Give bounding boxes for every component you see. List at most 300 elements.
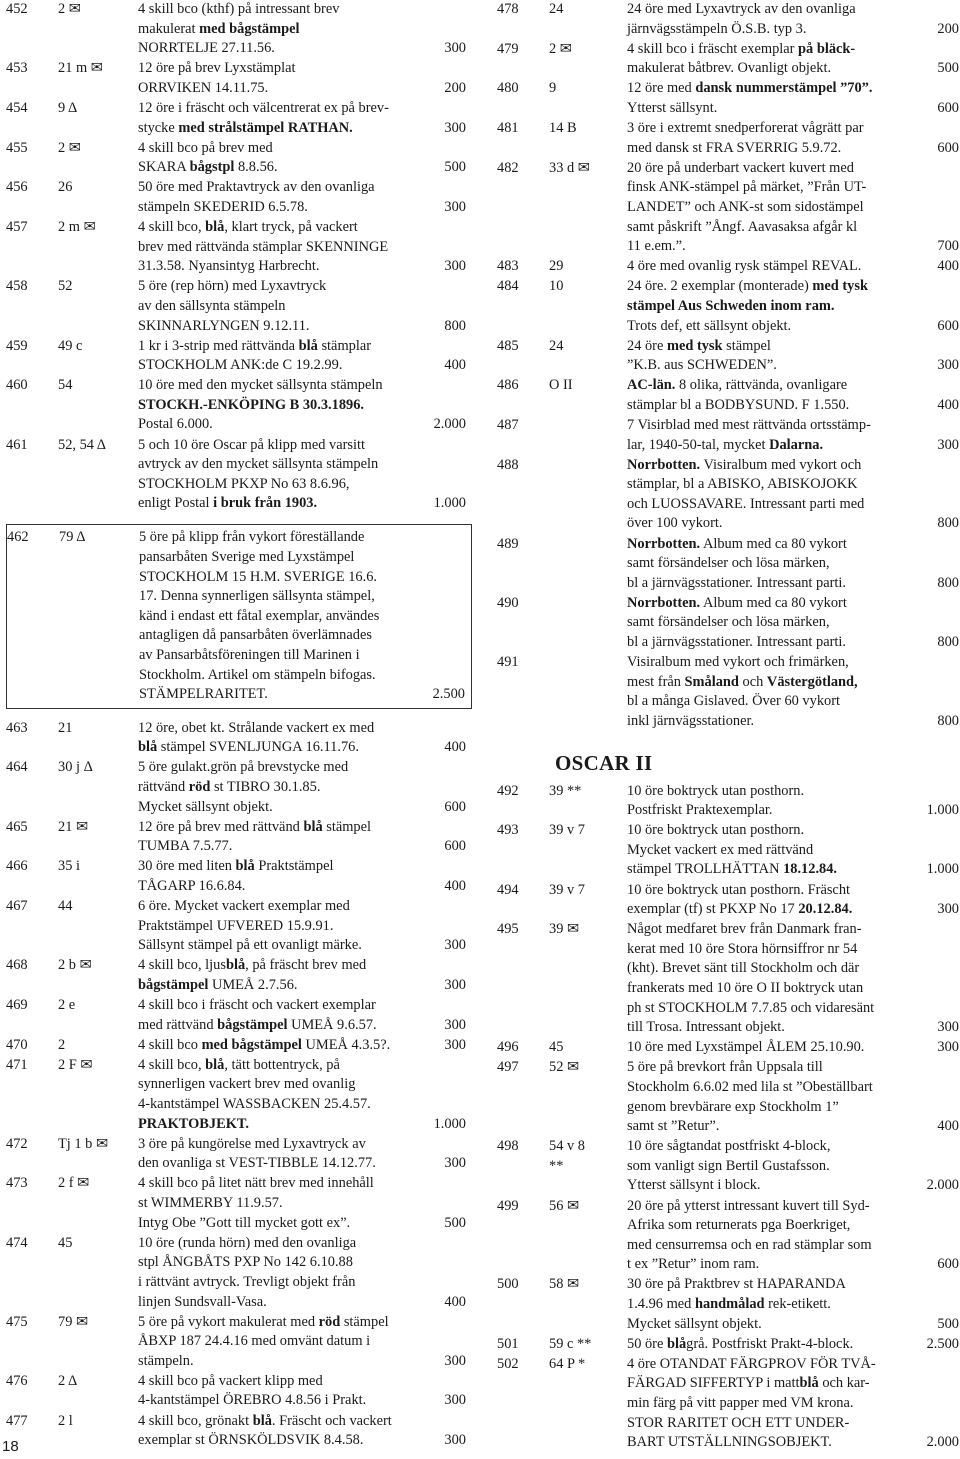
lot-description-line: 30 öre på Praktbrev st HAPARANDA (627, 1276, 846, 1293)
lot-row-464 (6, 758, 472, 817)
lot-description-line: 12 öre i fräscht och välcentrerat ex på brev- (138, 99, 389, 116)
lot-catalogue-text: 21 (58, 719, 73, 736)
lot-description-line: STOCKHOLM PKXP No 63 8.6.96, (138, 475, 350, 492)
lot-description-line: 24 öre med Lyxavtryck av den ovanliga (627, 1, 856, 17)
lot-row-469 (6, 996, 472, 1035)
lot-catalogue-number (549, 653, 627, 731)
lot-description-line: ÅBXP 187 24.4.16 med omvänt datum i (138, 1333, 371, 1350)
lot-price: 600 (937, 139, 959, 156)
lot-description-line: exemplar (tf) st PKXP No 17 20.12.84. (627, 901, 853, 918)
lot-description-line: 10 öre med Lyxstämpel ÅLEM 25.10.90. (627, 1039, 865, 1056)
lot-description-line: st WIMMERBY 11.9.57. (138, 1195, 283, 1212)
lot-description-line: STOCKHOLM ANK:de C 19.2.99. (138, 357, 343, 374)
lot-description (627, 1197, 959, 1275)
lot-description-line: SKARA bågstpl 8.8.56. (138, 159, 278, 176)
lot-description-line: PRAKTOBJEKT. (138, 1115, 250, 1132)
lot-catalogue-number (549, 159, 627, 257)
lot-catalogue-text: 26 (58, 179, 73, 196)
lot-description-line: 50 öre blågrå. Postfriskt Prakt-4-block. (627, 1335, 854, 1352)
lot-description-line: 24 öre. 2 exemplar (monterade) med tysk (627, 278, 868, 295)
lot-row-474 (6, 1234, 472, 1312)
lot-number: 498 (497, 1138, 519, 1155)
lot-row-456 (6, 178, 472, 217)
lot-description (627, 535, 959, 594)
lot-catalogue-text: 2 Δ (58, 1372, 78, 1389)
lot-row-476 (6, 1372, 472, 1411)
lot-description-line: Praktstämpel UFVERED 15.9.91. (138, 917, 334, 934)
lot-catalogue-number (58, 818, 138, 857)
lot-description-line: 4 skill bco, ljusblå, på fräscht brev med (138, 957, 367, 974)
lot-description-line: genom brevbärare exp Stockholm 1” (627, 1098, 839, 1115)
lot-catalogue-text: 58 ✉ (549, 1276, 580, 1293)
lot-description-line: Postfriskt Praktexemplar. (627, 802, 773, 819)
lot-price: 300 (444, 119, 466, 136)
lot-description (138, 139, 472, 178)
lot-catalogue-number (549, 535, 627, 594)
lot-description-line: ”K.B. aus SCHWEDEN”. (627, 357, 777, 374)
lot-number: 495 (497, 921, 519, 938)
lot-price: 300 (937, 1039, 959, 1056)
lot-description-line: Norrbotten. Album med ca 80 vykort (627, 594, 847, 611)
lot-catalogue-number (549, 416, 627, 455)
lot-number: 459 (6, 337, 28, 354)
lot-description (627, 0, 959, 39)
lot-number: 488 (497, 456, 519, 473)
lot-row-470 (6, 1036, 472, 1056)
lot-catalogue-number (58, 436, 138, 514)
lot-description-line: 1 kr i 3-strip med rättvända blå stämplar (138, 337, 372, 354)
lot-catalogue-number (549, 1355, 627, 1453)
lot-number: 500 (497, 1276, 519, 1293)
lot-description (138, 1056, 472, 1134)
lot-catalogue-text: 2 l (58, 1412, 73, 1429)
lot-price: 2.500 (432, 686, 465, 703)
lot-description-line: av Pansarbåtsföreningen till Marinen i (139, 647, 360, 663)
lot-price: 400 (444, 1293, 466, 1310)
lot-description-line: rättvänd röd st TIBRO 30.1.85. (138, 779, 321, 796)
lot-catalogue-text: 33 d ✉ (549, 159, 590, 176)
lot-price: 300 (937, 436, 959, 453)
lot-price: 800 (937, 634, 959, 650)
lot-number: 464 (6, 759, 28, 776)
lot-description-line: kerat med 10 öre Stora hörnsiffror nr 54 (627, 940, 858, 957)
lot-description (138, 1412, 472, 1451)
lot-number: 458 (6, 278, 28, 295)
lot-description (138, 178, 472, 217)
lot-description-line: synnerligen vackert brev med ovanlig (138, 1076, 356, 1093)
lot-description-line: 4 öre OTANDAT FÄRGPROV FÖR TVÅ- (627, 1355, 876, 1372)
lot-number: 502 (497, 1355, 519, 1372)
lot-description-line: 4 skill bco, grönakt blå. Fräscht och vackert (138, 1412, 392, 1429)
lot-description-line: 5 öre (rep hörn) med Lyxavtryck (138, 278, 327, 295)
lot-row-462 (7, 528, 471, 704)
lot-price: 300 (444, 1352, 466, 1369)
lot-description (138, 857, 472, 896)
lot-price: 1.000 (433, 495, 466, 512)
lot-row-497 (497, 1058, 959, 1136)
lot-description-line: med censurremsa och en rad stämplar som (627, 1236, 872, 1253)
right-column (497, 0, 959, 1453)
lot-description-line: bågstämpel UMEÅ 2.7.56. (138, 977, 298, 993)
lot-catalogue-number (58, 996, 138, 1035)
lot-catalogue-text: 35 i (58, 858, 80, 875)
lot-description-line: Något medfaret brev från Danmark fran- (627, 921, 862, 938)
lot-catalogue-number (549, 79, 627, 118)
lot-description (627, 1058, 959, 1136)
lot-catalogue-text: 21 m ✉ (58, 60, 103, 77)
lot-row-471 (6, 1056, 472, 1134)
lot-catalogue-number (549, 0, 627, 39)
lot-description-line: Postal 6.000. (138, 416, 213, 433)
lot-price: 2.000 (433, 416, 466, 433)
lot-price: 1.000 (433, 1115, 466, 1132)
lot-row-459 (6, 337, 472, 376)
lot-price: 500 (444, 159, 466, 176)
lot-row-483 (497, 257, 959, 277)
lot-catalogue-number (58, 59, 138, 98)
lot-catalogue-text: 24 (549, 1, 564, 17)
lot-description-line: Intyg Obe ”Gott till mycket gott ex”. (138, 1214, 351, 1231)
lot-description-line: exemplar st ÖRNSKÖLDSVIK 8.4.58. (138, 1432, 364, 1449)
lot-description-line: FÄRGAD SIFFERTYP i mattblå och kar- (627, 1375, 870, 1392)
left-column (6, 0, 472, 1451)
lot-list-right-a (497, 0, 959, 732)
lot-catalogue-text: 2 f ✉ (58, 1175, 90, 1192)
lot-catalogue-number (58, 1372, 138, 1411)
lot-catalogue-number (58, 277, 138, 336)
lot-price: 800 (444, 317, 466, 334)
lot-description (627, 376, 959, 415)
lot-description-line: Afrika som returnerats pga Boerkriget, (627, 1217, 851, 1234)
lot-list-left-a (6, 0, 472, 514)
lot-description-line: TÅGARP 16.6.84. (138, 878, 246, 895)
lot-row-458 (6, 277, 472, 336)
lot-catalogue-number (58, 1135, 138, 1174)
lot-number: 476 (6, 1372, 28, 1389)
lot-catalogue-text: 30 j Δ (58, 759, 93, 776)
lot-row-500 (497, 1275, 959, 1334)
lot-price: 300 (444, 1432, 466, 1449)
lot-description-line: SKINNARLYNGEN 9.12.11. (138, 317, 310, 334)
lot-number: 480 (497, 80, 519, 97)
lot-price: 1.000 (926, 802, 959, 819)
lot-catalogue-text: 56 ✉ (549, 1197, 580, 1214)
lot-description (138, 996, 472, 1035)
lot-description (138, 1174, 472, 1233)
lot-description-line: inkl järnvägsstationer. (627, 712, 755, 729)
lot-number: 494 (497, 881, 519, 898)
lot-description (627, 456, 959, 534)
lot-price: 400 (937, 1118, 959, 1135)
lot-catalogue-number (58, 139, 138, 178)
lot-description-line: antagligen då pansarbåten överlämnades (139, 627, 372, 644)
lot-description-line: 6 öre. Mycket vackert exemplar med (138, 898, 350, 915)
lot-row-484 (497, 277, 959, 336)
lot-description-line: LANDET” och ANK-st som sidostämpel (627, 198, 864, 215)
lot-description-line: samt påskrift ”Ångf. Aavasaksa afgår kl (627, 218, 858, 235)
lot-catalogue-number (58, 99, 138, 138)
lot-price: 2.000 (926, 1177, 959, 1194)
lot-price: 200 (444, 79, 466, 96)
lot-row-452 (6, 0, 472, 59)
lot-number: 472 (6, 1135, 28, 1152)
lot-catalogue-number (549, 1275, 627, 1334)
lot-description-line: i rättvänt avtryck. Trevligt objekt från (138, 1273, 356, 1290)
lot-price: 2.000 (926, 1434, 959, 1451)
lot-row-477 (6, 1412, 472, 1451)
lot-catalogue-text: 49 c (58, 337, 83, 354)
lot-number: 470 (6, 1036, 28, 1053)
lot-catalogue-text: 2 (58, 1036, 66, 1053)
page-number: 18 (2, 1438, 19, 1455)
lot-description-line: 4 skill bco i fräscht exemplar på bläck- (627, 40, 856, 57)
lot-price: 600 (937, 317, 959, 334)
lot-description-line: TUMBA 7.5.77. (138, 838, 233, 855)
lot-description (138, 956, 472, 995)
lot-catalogue-number (58, 337, 138, 376)
lot-description-line: mest från Småland och Västergötland, (627, 673, 858, 690)
lot-price: 200 (937, 20, 959, 37)
lot-row-490 (497, 594, 959, 653)
lot-description-line: frankerats med 10 öre O II boktryck utan (627, 980, 864, 996)
lot-row-455 (6, 139, 472, 178)
lot-catalogue-number (549, 376, 627, 415)
lot-catalogue-number (58, 1056, 138, 1134)
lot-description-line: Norrbotten. Album med ca 80 vykort (627, 535, 847, 552)
lot-description-line: känd i endast ett fåtal exemplar, användes (139, 607, 380, 624)
lot-description (627, 79, 959, 118)
lot-price: 500 (937, 1315, 959, 1332)
lot-description-line: 10 öre med den mycket sällsynta stämpeln (138, 377, 383, 394)
lot-description (139, 528, 471, 704)
lot-description-line: 4 skill bco, blå, klart tryck, på vackert (138, 219, 358, 236)
lot-description-line: samt st ”Retur”. (627, 1118, 720, 1135)
lot-number: 483 (497, 258, 519, 275)
lot-price: 300 (444, 1016, 466, 1033)
lot-catalogue-number (549, 1058, 627, 1136)
lot-row-498 (497, 1137, 959, 1196)
lot-number: 482 (497, 159, 519, 176)
lot-row-475 (6, 1313, 472, 1372)
lot-number: 484 (497, 278, 519, 295)
lot-description (627, 920, 959, 1038)
lot-description-line: med rättvänd bågstämpel UMEÅ 9.6.57. (138, 1016, 377, 1033)
lot-catalogue-number (549, 337, 627, 376)
lot-price: 300 (444, 1392, 466, 1409)
lot-description-line: 7 Visirblad med mest rättvända ortsstämp- (627, 416, 871, 433)
lot-catalogue-text: 64 P * (549, 1355, 586, 1372)
lot-description-line: blå stämpel SVENLJUNGA 16.11.76. (138, 739, 359, 756)
lot-catalogue-text: 2 m ✉ (58, 219, 96, 236)
lot-description (627, 1355, 959, 1453)
lot-description-line: 10 öre (runda hörn) med den ovanliga (138, 1234, 357, 1251)
lot-description (138, 897, 472, 956)
lot-price: 600 (444, 798, 466, 815)
lot-description-line: Stockholm 6.6.02 med lila st ”Obeställbart (627, 1078, 873, 1095)
lot-number: 457 (6, 219, 28, 236)
lot-catalogue-number (549, 456, 627, 534)
lot-description (627, 337, 959, 376)
lot-price: 700 (937, 238, 959, 255)
lot-catalogue-text: 39 ✉ (549, 921, 580, 938)
lot-catalogue-text: 2 ✉ (549, 40, 572, 57)
lot-description-line: 4 skill bco med bågstämpel UMEÅ 4.3.5?. (138, 1036, 391, 1053)
lot-catalogue-text: 2 ✉ (58, 1, 81, 17)
lot-description (627, 159, 959, 257)
lot-description-line: 12 öre med dansk nummerstämpel ”70”. (627, 80, 873, 97)
section-heading-oscar-ii: OSCAR II (555, 750, 653, 775)
lot-number: 452 (6, 1, 28, 17)
lot-catalogue-text: 9 Δ (58, 99, 78, 116)
lot-number: 493 (497, 822, 519, 839)
lot-description (138, 337, 472, 376)
lot-description (138, 277, 472, 336)
lot-description-line: 20 öre på underbart vackert kuvert med (627, 159, 854, 176)
lot-number: 489 (497, 535, 519, 552)
lot-number: 454 (6, 99, 28, 116)
lot-number: 467 (6, 898, 28, 915)
lot-catalogue-text: 39 v 7 (549, 822, 585, 839)
lot-description (627, 1335, 959, 1355)
lot-price: 300 (937, 901, 959, 918)
lot-number: 478 (497, 1, 519, 17)
lot-description-line: järnvägsstämpeln Ö.S.B. typ 3. (627, 20, 807, 37)
lot-price: 400 (937, 396, 959, 413)
lot-description-line: finsk ANK-stämpel på märket, ”Från UT- (627, 179, 867, 196)
lot-row-468 (6, 956, 472, 995)
lot-row-465 (6, 818, 472, 857)
lot-catalogue-number (549, 277, 627, 336)
lot-price: 300 (444, 40, 466, 57)
lot-catalogue-number (549, 119, 627, 158)
lot-row-489 (497, 535, 959, 594)
lot-description (627, 119, 959, 158)
lot-row-480 (497, 79, 959, 118)
lot-catalogue-number (58, 0, 138, 59)
lot-description (627, 416, 959, 455)
lot-description-line: 5 öre på brevkort från Uppsala till (627, 1059, 823, 1076)
lot-description-line: Ytterst sällsynt. (627, 99, 718, 116)
lot-description-line: stämpel Aus Schweden inom ram. (627, 297, 835, 314)
lot-description-line: till Trosa. Intressant objekt. (627, 1019, 785, 1036)
lot-catalogue-text: 29 (549, 258, 564, 275)
lot-description-line: 4-kantstämpel WASSBACKEN 25.4.57. (138, 1096, 371, 1113)
lot-number: 453 (6, 60, 28, 77)
lot-description-line: Mycket sällsynt objekt. (627, 1315, 762, 1332)
lot-catalogue-number (549, 1038, 627, 1058)
lot-price: 300 (444, 198, 466, 215)
lot-description-line: makulerat med bågstämpel (138, 20, 300, 37)
lot-description-line: 3 öre på kungörelse med Lyxavtryck av (138, 1135, 366, 1152)
lot-description-line: 12 öre, obet kt. Strålande vackert ex med (138, 719, 375, 736)
lot-description (138, 719, 472, 758)
lot-description (138, 59, 472, 98)
lot-row-485 (497, 337, 959, 376)
lot-description-line: 10 öre boktryck utan posthorn. (627, 822, 805, 839)
lot-description-line: STOCKHOLM 15 H.M. SVERIGE 16.6. (139, 568, 377, 585)
lot-price: 800 (937, 515, 959, 532)
lot-description (138, 218, 472, 277)
lot-price: 500 (937, 60, 959, 77)
lot-price: 500 (444, 1214, 466, 1231)
lot-price: 300 (444, 258, 466, 275)
lot-description-line: 4 skill bco i fräscht och vackert exemplar (138, 997, 376, 1014)
lot-price: 600 (937, 99, 959, 116)
lot-catalogue-number (549, 1335, 627, 1355)
lot-description (627, 1137, 959, 1196)
lot-description-line: (kht). Brevet sänt till Stockholm och där (627, 960, 860, 977)
lot-list-left-b (6, 719, 472, 1451)
lot-description-line: 11 e.em.”. (627, 238, 686, 255)
lot-number: 465 (6, 818, 28, 835)
lot-catalogue-number (58, 218, 138, 277)
lot-catalogue-number (549, 40, 627, 79)
lot-description (138, 1313, 472, 1372)
lot-description-line: Trots def, ett sällsynt objekt. (627, 317, 792, 334)
lot-catalogue-text: 54 v 8 (549, 1138, 585, 1155)
lot-number: 455 (6, 139, 28, 156)
lot-catalogue-text: 52 (58, 278, 73, 295)
lot-description-line: AC-län. 8 olika, rättvända, ovanligare (627, 377, 848, 394)
lot-row-494 (497, 881, 959, 920)
lot-description-line: 17. Denna synnerligen sällsynta stämpel, (139, 588, 375, 605)
lot-description (138, 376, 472, 435)
lot-number: 497 (497, 1059, 519, 1076)
lot-description-line: 30 öre med liten blå Praktstämpel (138, 858, 334, 875)
lot-description (138, 1234, 472, 1312)
lot-description-line: linjen Sundsvall-Vasa. (138, 1293, 267, 1310)
lot-catalogue-text: 21 ✉ (58, 818, 89, 835)
lot-price: 1.000 (926, 861, 959, 878)
lot-description-line: lar, 1940-50-tal, mycket Dalarna. (627, 436, 824, 453)
lot-catalogue-number (549, 594, 627, 653)
lot-price: 300 (444, 977, 466, 993)
lot-description-line: pansarbåten Sverige med Lyxstämpel (139, 549, 355, 566)
lot-description-line: Mycket vackert ex med rättvänd (627, 841, 814, 858)
lot-description-line: Norrbotten. Visiralbum med vykort och (627, 456, 862, 473)
lot-catalogue-text: 14 B (549, 120, 577, 137)
lot-description-line: den ovanliga st VEST-TIBBLE 14.12.77. (138, 1155, 376, 1172)
lot-catalogue-text: 39 ** (549, 782, 582, 799)
lot-catalogue-text: 52, 54 Δ (58, 436, 107, 453)
lot-description-line: bl a många Gislaved. Över 60 vykort (627, 693, 841, 710)
lot-catalogue-number (58, 719, 138, 758)
lot-description-line: STOR RARITET OCH ETT UNDER- (627, 1414, 850, 1431)
lot-catalogue-number (58, 178, 138, 217)
lot-number: 461 (6, 436, 28, 453)
lot-catalogue-text: 59 c ** (549, 1335, 592, 1352)
lot-description-line: samt försändelser och lösa märken, (627, 555, 830, 572)
lot-row-495 (497, 920, 959, 1038)
lot-description-line: enligt Postal i bruk från 1903. (138, 495, 318, 512)
lot-number: 456 (6, 179, 28, 196)
lot-number: 490 (497, 594, 519, 611)
lot-catalogue-number (549, 1197, 627, 1275)
lot-description-line: 12 öre på brev med rättvänd blå stämpel (138, 818, 371, 835)
lot-description-line: 3 öre i extremt snedperforerat vågrätt par (627, 120, 864, 137)
lot-row-472 (6, 1135, 472, 1174)
lot-row-502 (497, 1355, 959, 1453)
lot-row-454 (6, 99, 472, 138)
lot-number: 474 (6, 1234, 28, 1251)
lot-price: 400 (444, 878, 466, 895)
lot-description (627, 1275, 959, 1334)
lot-price: 600 (937, 1256, 959, 1273)
lot-description-line: stämplar, bl a ABISKO, ABISKOJOKK (627, 476, 858, 493)
lot-number: 481 (497, 120, 519, 137)
lot-price: 2.500 (926, 1335, 959, 1352)
lot-row-479 (497, 40, 959, 79)
